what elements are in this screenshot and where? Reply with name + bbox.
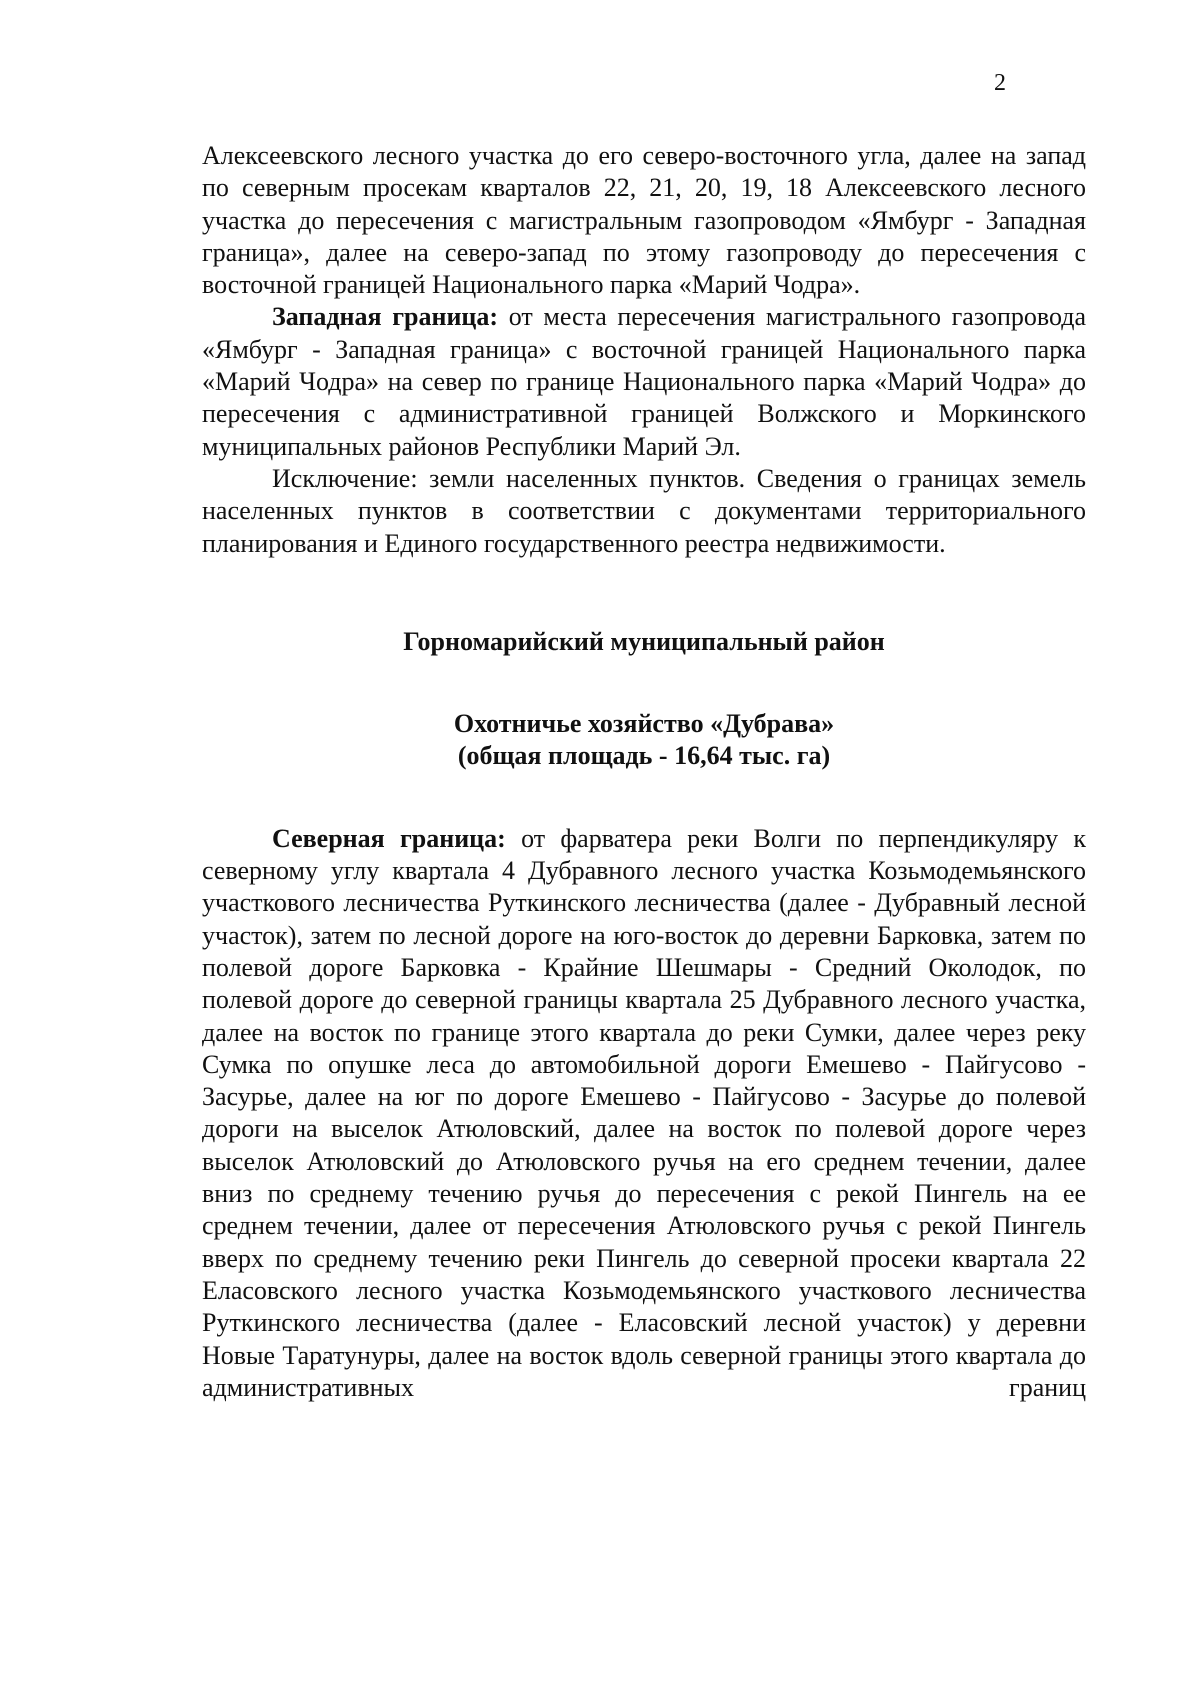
paragraph-northern-border bbox=[202, 823, 1086, 1404]
paragraph-exclusion: Исключение: земли населенных пунктов. Сведения о границах земель населенных пунктов в соответствии с документами территориального планирования и Единого государственного реестра недвижимости. bbox=[202, 463, 1086, 558]
western-border-label: Западная граница: bbox=[272, 302, 499, 332]
paragraph-eastern-continuation: Алексеевского лесного участка до его северо-восточного угла, далее на запад по северным просекам кварталов 22, 21, 20, 19, 18 Алексеевского лесного участка до пересечения с магистральным газопроводом «Ямбург - Западная граница», далее на северо-запад по этому газопроводу до пересечения с восточной границей Национального парка «Марий Чодра». bbox=[202, 141, 1086, 300]
northern-border-label: Северная граница: bbox=[272, 823, 506, 853]
northern-border-text: от фарватера реки Волги по перпендикуляру к северному углу квартала 4 Дубравного лесного участка Козьмодемьянского участкового лесничества Руткинского лесничества (далее - Дубравный лесной участок), затем по лесной дороге на юго-восток до деревни Барковка, затем по полевой дороге Барковка - Крайние Шешмары - Средний Околодок, по полевой дороге до северной границы квартала 25 Дубравного лесного участка, далее на восток по границе этого квартала до реки Сумки, далее через реку Сумка по опушке леса до автомобильной дороги Емешево - Пайгусово - Засурье, далее на юг по дороге Емешево - Пайгусово - Засурье до полевой дороги на выселок Атюловский, далее на восток по полевой дороге через выселок Атюловский до Атюловского ручья на его среднем течении, далее вниз по среднему течению ручья до пересечения с рекой Пингель на ее среднем течении, далее от пересечения Атюловского ручья с рекой Пингель вверх по среднему течению реки Пингель до северной просеки квартала 22 Еласовского лесного участка Козьмодемьянского участкового лесничества Руткинского лесничества (далее - Еласовский лесной участок) у деревни Новые Таратунуры, далее на восток вдоль северной границы этого квартала до административных границ bbox=[202, 823, 1086, 1402]
district-heading: Горномарийский муниципальный район bbox=[403, 626, 885, 656]
document-body bbox=[202, 140, 1086, 1404]
paragraph-western-border bbox=[202, 301, 1086, 462]
hunting-farm-area: (общая площадь - 16,64 тыс. га) bbox=[457, 741, 831, 771]
page-number: 2 bbox=[994, 70, 1006, 96]
western-border-text: от места пересечения магистрального газопровода «Ямбург - Западная граница» с восточной границей Национального парка «Марий Чодра» на север по границе Национального парка «Марий Чодра» до пересечения с административной границей Волжского и Моркинского муниципальных районов Республики Марий Эл. bbox=[202, 302, 1086, 461]
hunting-farm-heading: Охотничье хозяйство «Дубрава» bbox=[453, 709, 835, 739]
